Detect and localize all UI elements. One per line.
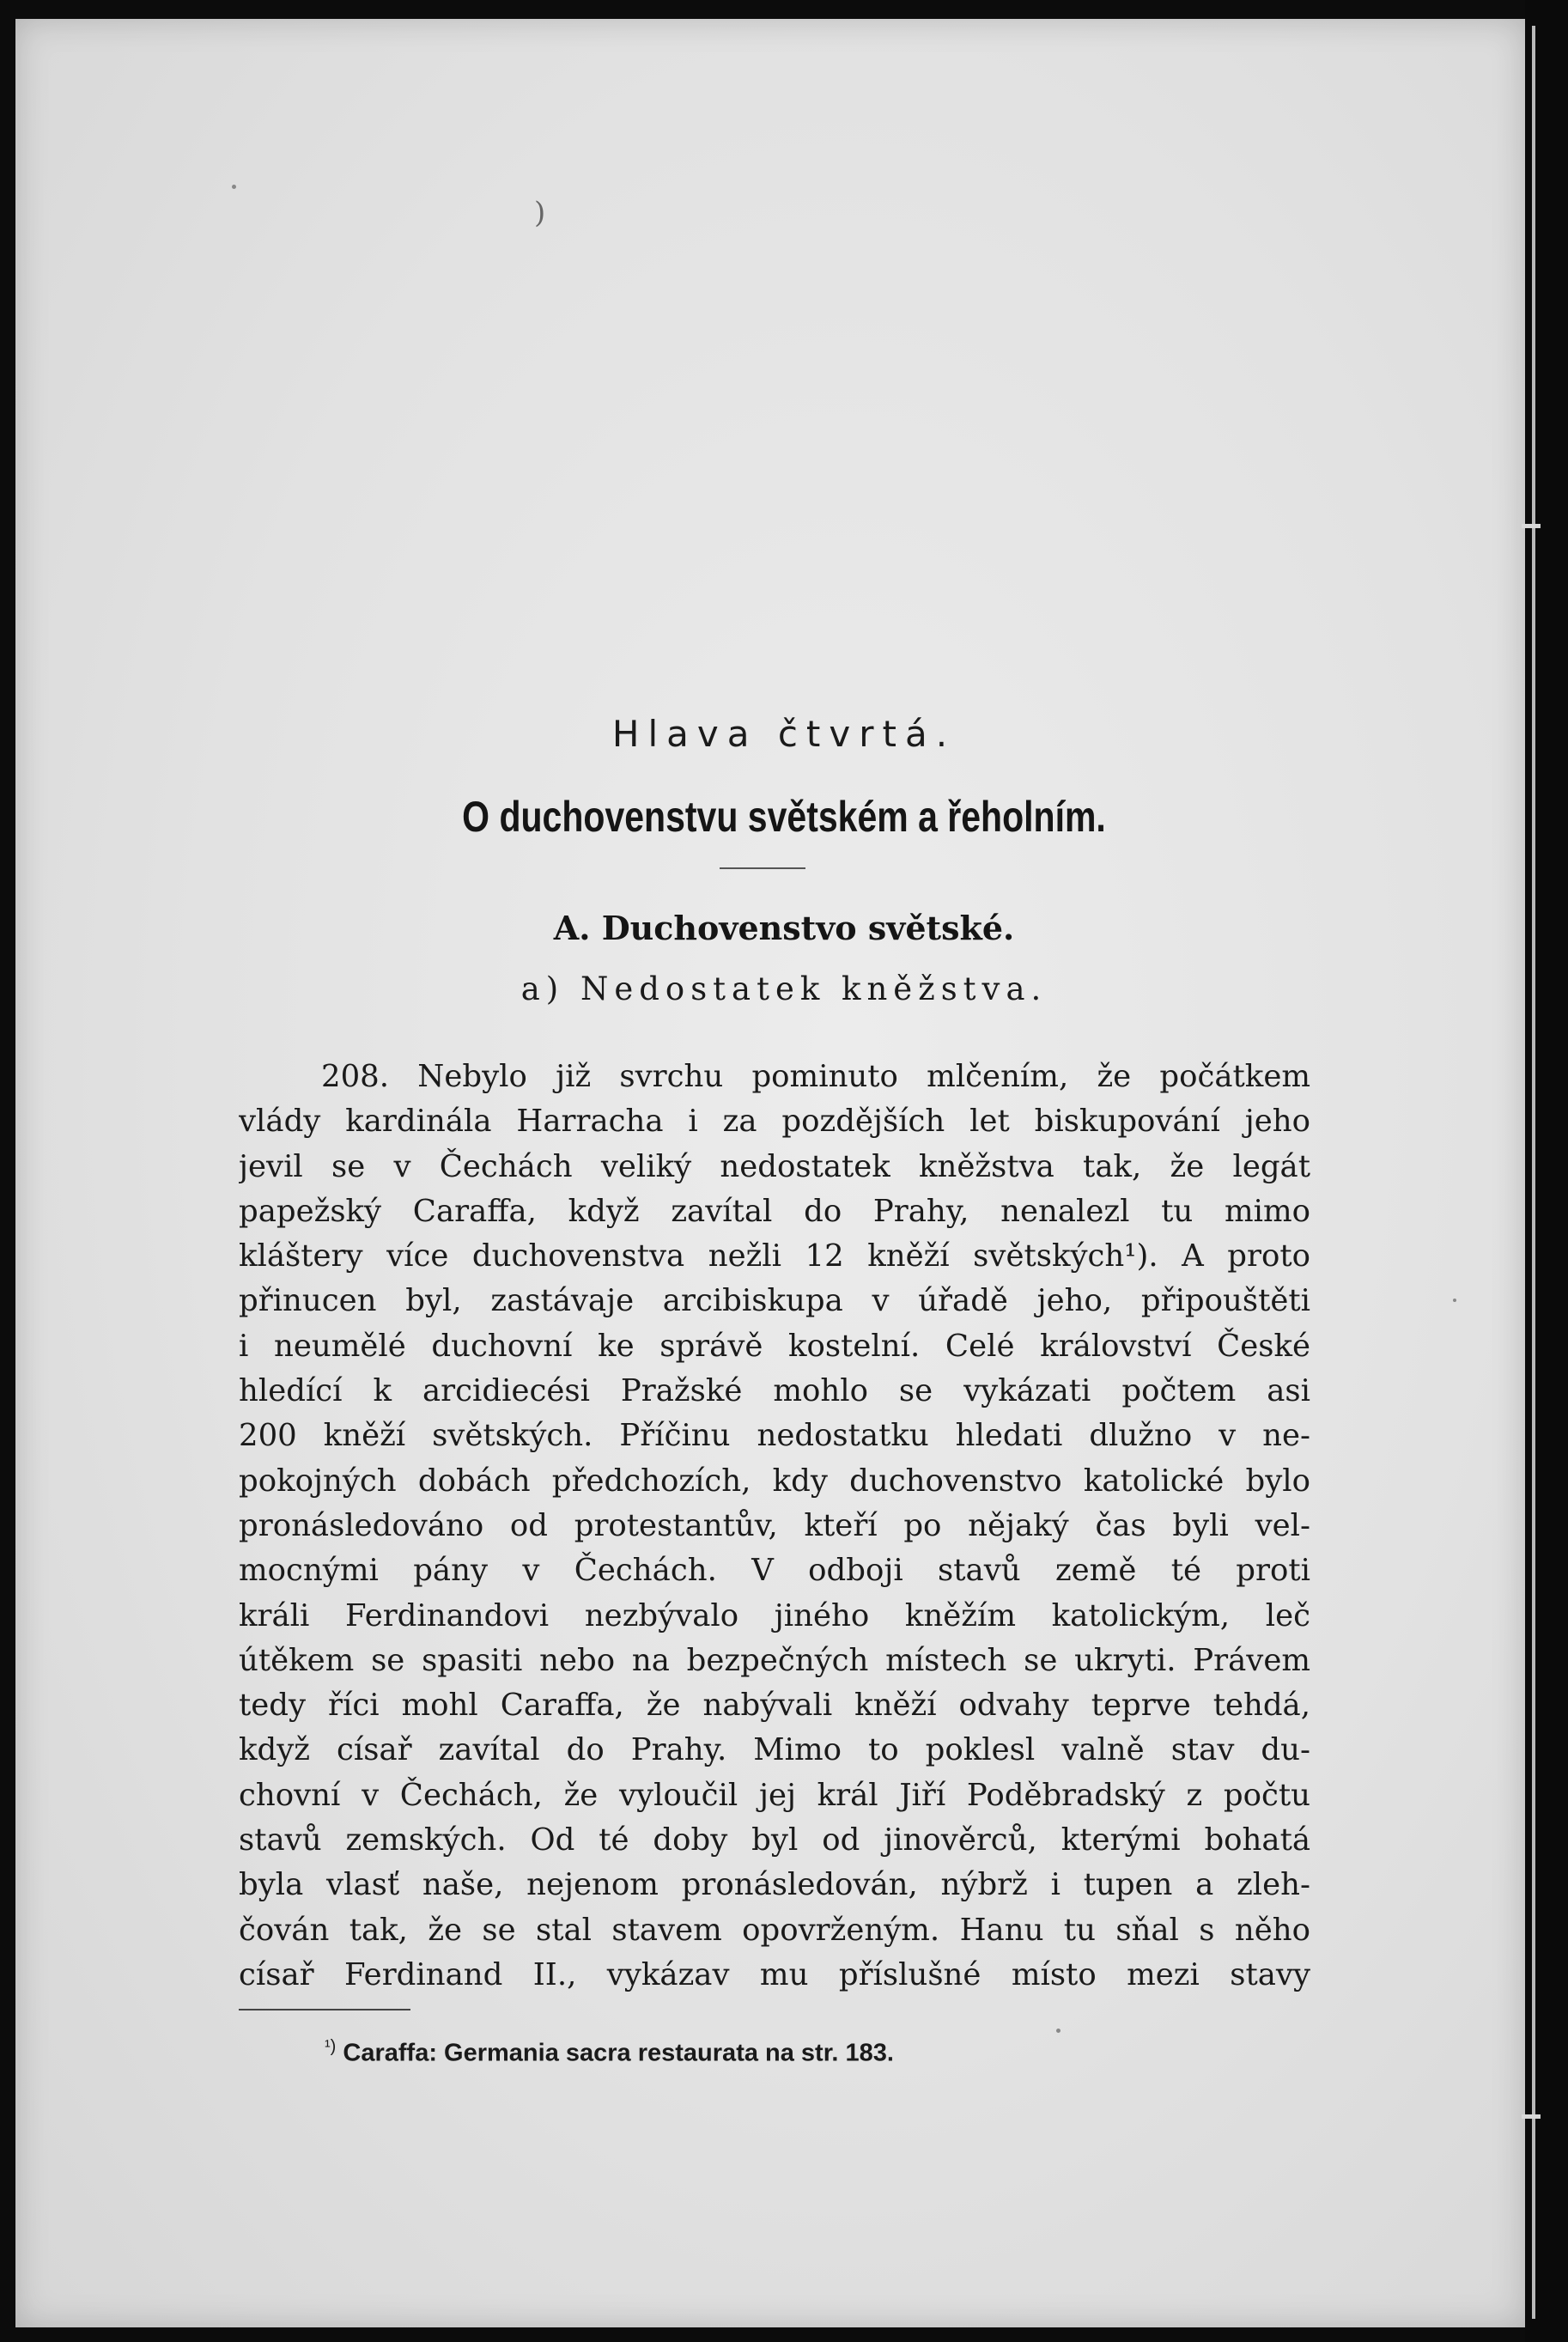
subsection-title: a) Nedostatek kněžstva. bbox=[520, 970, 1048, 1007]
body-line: císař Ferdinand II., vykázav mu příslušné místo mezi stavy bbox=[239, 1956, 1310, 1992]
body-line: 200 kněží světských. Příčinu nedostatku hledati dlužno v ne- bbox=[239, 1418, 1310, 1454]
body-line: chovní v Čechách, že vyloučil jej král Jiří Poděbradský z počtu bbox=[239, 1777, 1310, 1813]
title-divider bbox=[720, 867, 805, 869]
footnote bbox=[325, 2037, 894, 2068]
speck bbox=[1453, 1299, 1456, 1302]
footnote-text: Caraffa: Germania sacra restaurata na str. 183. bbox=[343, 2039, 894, 2067]
section-title: A. Duchovenstvo světské. bbox=[553, 909, 1015, 947]
body-line: králi Ferdinandovi nezbývalo jiného kněžím katolickým, leč bbox=[239, 1597, 1310, 1633]
chapter-title: O duchovenstvu světském a řeholním. bbox=[462, 793, 1106, 841]
edge-mark bbox=[1522, 2114, 1541, 2119]
body-line: přinucen byl, zastávaje arcibiskupa v úřadě jeho, připouštěti bbox=[239, 1283, 1310, 1319]
body-line: kláštery více duchovenstva nežli 12 kněží světských¹). A proto bbox=[239, 1238, 1310, 1274]
page-edge-line bbox=[1532, 26, 1535, 2319]
body-line: vlády kardinála Harracha i za pozdějších let biskupování jeho bbox=[239, 1104, 1310, 1140]
speck bbox=[232, 185, 236, 189]
body-line: mocnými pány v Čechách. V odboji stavů země té proti bbox=[239, 1553, 1310, 1589]
chapter-label: Hlava čtvrtá. bbox=[611, 713, 957, 755]
body-line: když císař zavítal do Prahy. Mimo to poklesl valně stav du- bbox=[239, 1732, 1310, 1768]
body-paragraph bbox=[239, 1055, 1310, 1998]
body-line: stavů zemských. Od té doby byl od jinověrců, kterými bohatá bbox=[239, 1822, 1310, 1858]
edge-mark bbox=[1522, 524, 1541, 528]
body-line: papežský Caraffa, když zavítal do Prahy, nenalezl tu mimo bbox=[239, 1193, 1310, 1229]
speck bbox=[1056, 2029, 1061, 2033]
body-line: jevil se v Čechách veliký nedostatek kněžstva tak, že legát bbox=[239, 1148, 1310, 1184]
footnote-marker: ¹) bbox=[325, 2037, 337, 2056]
body-line: tedy říci mohl Caraffa, že nabývali kněží odvahy teprve tehdá, bbox=[239, 1688, 1310, 1724]
body-line: čován tak, že se stal stavem opovrženým. Hanu tu sňal s něho bbox=[239, 1912, 1310, 1948]
stray-mark: ) bbox=[534, 196, 546, 230]
body-line: byla vlasť naše, nejenom pronásledován, nýbrž i tupen a zleh- bbox=[239, 1867, 1310, 1903]
body-line: pronásledováno od protestantův, kteří po nějaký čas byli vel- bbox=[239, 1507, 1310, 1543]
body-line: útěkem se spasiti nebo na bezpečných místech se ukryti. Právem bbox=[239, 1642, 1310, 1678]
body-line: pokojných dobách předchozích, kdy duchovenstvo katolické bylo bbox=[239, 1463, 1310, 1499]
footnote-divider bbox=[239, 2009, 410, 2010]
body-line: i neumělé duchovní ke správě kostelní. Celé království České bbox=[239, 1328, 1310, 1364]
body-line: 208. Nebylo již svrchu pominuto mlčením, že počátkem bbox=[321, 1059, 1310, 1094]
body-line: hledící k arcidiecési Pražské mohlo se vykázati počtem asi bbox=[239, 1373, 1310, 1409]
